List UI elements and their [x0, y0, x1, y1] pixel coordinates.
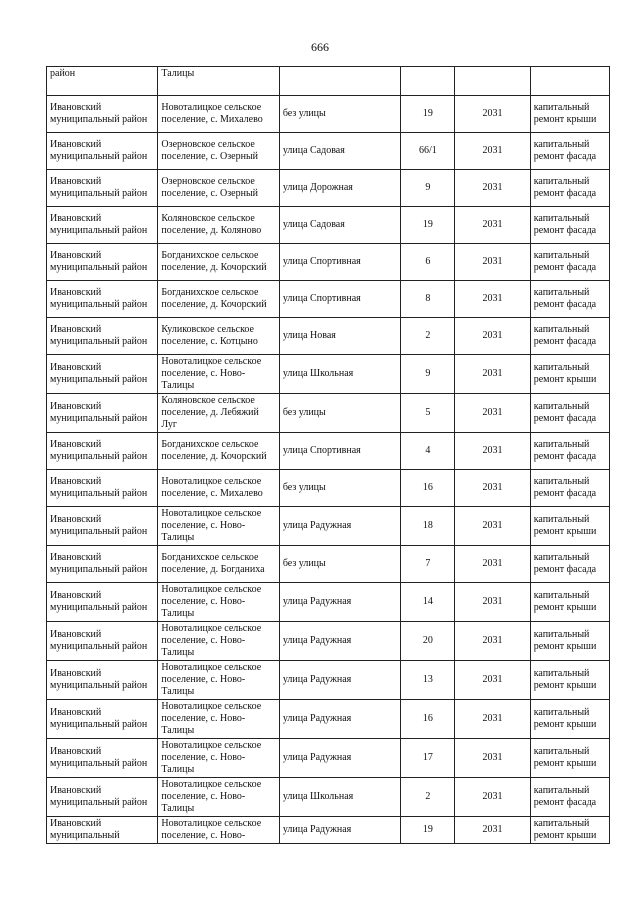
cell-street: улица Радужная — [279, 583, 400, 622]
cell-house-number: 19 — [401, 207, 455, 244]
cell-district: Ивановский муниципальный район — [47, 433, 158, 470]
register-table-body — [47, 67, 610, 844]
table-row — [47, 355, 610, 394]
register-table — [46, 66, 610, 844]
cell-work-type: капитальный ремонт фасада — [530, 433, 609, 470]
cell-work-type: капитальный ремонт фасада — [530, 133, 609, 170]
cell-year: 2031 — [455, 318, 530, 355]
table-row — [47, 778, 610, 817]
table-row — [47, 546, 610, 583]
table-row — [47, 739, 610, 778]
cell-settlement: Новоталицкое сельское поселение, с. Михалево — [158, 96, 279, 133]
cell-work-type: капитальный ремонт крыши — [530, 700, 609, 739]
cell-work-type: капитальный ремонт крыши — [530, 661, 609, 700]
table-row — [47, 281, 610, 318]
cell-work-type: капитальный ремонт фасада — [530, 207, 609, 244]
cell-street: без улицы — [279, 394, 400, 433]
table-row — [47, 622, 610, 661]
cell-street: улица Школьная — [279, 355, 400, 394]
cell-district: Ивановский муниципальный район — [47, 281, 158, 318]
cell-district: Ивановский муниципальный район — [47, 739, 158, 778]
cell-settlement: Новоталицкое сельское поселение, с. Ново-Талицы — [158, 507, 279, 546]
cell-year: 2031 — [455, 700, 530, 739]
cell-house-number: 18 — [401, 507, 455, 546]
table-row — [47, 470, 610, 507]
cell-work-type: капитальный ремонт фасада — [530, 470, 609, 507]
cell-settlement: Новоталицкое сельское поселение, с. Михалево — [158, 470, 279, 507]
cell-year: 2031 — [455, 394, 530, 433]
cell-district: Ивановский муниципальный район — [47, 355, 158, 394]
cell-work-type: капитальный ремонт фасада — [530, 170, 609, 207]
cell-street: улица Радужная — [279, 817, 400, 844]
cell-year: 2031 — [455, 244, 530, 281]
cell-year — [455, 67, 530, 96]
cell-settlement: Новоталицкое сельское поселение, с. Ново-Талицы — [158, 622, 279, 661]
cell-street: улица Садовая — [279, 133, 400, 170]
cell-settlement: Новоталицкое сельское поселение, с. Ново-Талицы — [158, 739, 279, 778]
cell-year: 2031 — [455, 507, 530, 546]
cell-house-number: 20 — [401, 622, 455, 661]
cell-district: Ивановский муниципальный район — [47, 133, 158, 170]
table-row — [47, 817, 610, 844]
cell-settlement: Новоталицкое сельское поселение, с. Ново-Талицы — [158, 355, 279, 394]
cell-year: 2031 — [455, 546, 530, 583]
cell-settlement: Богданихское сельское поселение, д. Кочорский — [158, 433, 279, 470]
cell-street: улица Дорожная — [279, 170, 400, 207]
cell-settlement: Коляновское сельское поселение, д. Лебяжий Луг — [158, 394, 279, 433]
cell-street: без улицы — [279, 470, 400, 507]
cell-work-type: капитальный ремонт крыши — [530, 739, 609, 778]
cell-district: Ивановский муниципальный район — [47, 318, 158, 355]
cell-year: 2031 — [455, 207, 530, 244]
cell-house-number: 16 — [401, 470, 455, 507]
table-row — [47, 244, 610, 281]
table-row — [47, 318, 610, 355]
table-row — [47, 507, 610, 546]
table-row — [47, 700, 610, 739]
cell-work-type: капитальный ремонт фасада — [530, 318, 609, 355]
cell-street: улица Новая — [279, 318, 400, 355]
cell-street: улица Спортивная — [279, 244, 400, 281]
cell-work-type: капитальный ремонт фасада — [530, 394, 609, 433]
table-row — [47, 661, 610, 700]
cell-district: Ивановский муниципальный район — [47, 778, 158, 817]
cell-street: улица Радужная — [279, 507, 400, 546]
cell-year: 2031 — [455, 817, 530, 844]
table-row — [47, 96, 610, 133]
cell-district: Ивановский муниципальный район — [47, 700, 158, 739]
cell-house-number — [401, 67, 455, 96]
cell-house-number: 66/1 — [401, 133, 455, 170]
cell-house-number: 9 — [401, 355, 455, 394]
cell-house-number: 16 — [401, 700, 455, 739]
cell-district: Ивановский муниципальный район — [47, 507, 158, 546]
cell-house-number: 13 — [401, 661, 455, 700]
cell-settlement: Новоталицкое сельское поселение, с. Ново-Талицы — [158, 583, 279, 622]
cell-street — [279, 67, 400, 96]
cell-district: Ивановский муниципальный район — [47, 470, 158, 507]
cell-district: Ивановский муниципальный район — [47, 546, 158, 583]
cell-year: 2031 — [455, 133, 530, 170]
cell-street: улица Радужная — [279, 739, 400, 778]
table-row — [47, 133, 610, 170]
cell-street: улица Садовая — [279, 207, 400, 244]
cell-house-number: 2 — [401, 318, 455, 355]
cell-district: Ивановский муниципальный район — [47, 207, 158, 244]
cell-house-number: 19 — [401, 96, 455, 133]
cell-work-type: капитальный ремонт фасада — [530, 778, 609, 817]
cell-house-number: 6 — [401, 244, 455, 281]
cell-district: Ивановский муниципальный район — [47, 96, 158, 133]
cell-house-number: 2 — [401, 778, 455, 817]
cell-year: 2031 — [455, 470, 530, 507]
cell-street: улица Радужная — [279, 661, 400, 700]
cell-year: 2031 — [455, 778, 530, 817]
cell-house-number: 7 — [401, 546, 455, 583]
cell-year: 2031 — [455, 170, 530, 207]
cell-year: 2031 — [455, 661, 530, 700]
cell-district: Ивановский муниципальный район — [47, 170, 158, 207]
cell-settlement: Новоталицкое сельское поселение, с. Ново-Талицы — [158, 700, 279, 739]
cell-year: 2031 — [455, 355, 530, 394]
cell-district: район — [47, 67, 158, 96]
cell-year: 2031 — [455, 739, 530, 778]
cell-street: без улицы — [279, 546, 400, 583]
cell-house-number: 5 — [401, 394, 455, 433]
cell-house-number: 4 — [401, 433, 455, 470]
cell-street: улица Радужная — [279, 700, 400, 739]
table-row — [47, 170, 610, 207]
cell-settlement: Коляновское сельское поселение, д. Коляново — [158, 207, 279, 244]
cell-district: Ивановский муниципальный район — [47, 661, 158, 700]
cell-house-number: 17 — [401, 739, 455, 778]
table-row — [47, 583, 610, 622]
cell-settlement: Куликовское сельское поселение, с. Котцыно — [158, 318, 279, 355]
cell-district: Ивановский муниципальный — [47, 817, 158, 844]
cell-settlement: Богданихское сельское поселение, д. Кочорский — [158, 281, 279, 318]
cell-work-type: капитальный ремонт крыши — [530, 583, 609, 622]
page-number: 666 — [311, 40, 329, 54]
cell-street: улица Спортивная — [279, 281, 400, 318]
cell-work-type: капитальный ремонт крыши — [530, 817, 609, 844]
table-row — [47, 207, 610, 244]
cell-district: Ивановский муниципальный район — [47, 583, 158, 622]
cell-work-type: капитальный ремонт крыши — [530, 507, 609, 546]
table-row — [47, 394, 610, 433]
cell-settlement: Богданихское сельское поселение, д. Кочорский — [158, 244, 279, 281]
cell-year: 2031 — [455, 583, 530, 622]
cell-street: улица Радужная — [279, 622, 400, 661]
cell-settlement: Новоталицкое сельское поселение, с. Ново-Талицы — [158, 661, 279, 700]
cell-year: 2031 — [455, 96, 530, 133]
cell-year: 2031 — [455, 281, 530, 318]
cell-work-type: капитальный ремонт фасада — [530, 546, 609, 583]
cell-settlement: Озерновское сельское поселение, с. Озерный — [158, 133, 279, 170]
cell-settlement: Новоталицкое сельское поселение, с. Ново- — [158, 817, 279, 844]
cell-street: без улицы — [279, 96, 400, 133]
cell-street: улица Школьная — [279, 778, 400, 817]
cell-settlement: Богданихское сельское поселение, д. Богданиха — [158, 546, 279, 583]
cell-house-number: 8 — [401, 281, 455, 318]
cell-work-type: капитальный ремонт крыши — [530, 622, 609, 661]
cell-work-type — [530, 67, 609, 96]
cell-work-type: капитальный ремонт крыши — [530, 355, 609, 394]
cell-house-number: 14 — [401, 583, 455, 622]
cell-house-number: 19 — [401, 817, 455, 844]
cell-district: Ивановский муниципальный район — [47, 394, 158, 433]
cell-settlement: Талицы — [158, 67, 279, 96]
cell-settlement: Озерновское сельское поселение, с. Озерный — [158, 170, 279, 207]
cell-year: 2031 — [455, 433, 530, 470]
cell-street: улица Спортивная — [279, 433, 400, 470]
cell-work-type: капитальный ремонт фасада — [530, 244, 609, 281]
cell-year: 2031 — [455, 622, 530, 661]
table-row-continuation — [47, 67, 610, 96]
cell-house-number: 9 — [401, 170, 455, 207]
cell-settlement: Новоталицкое сельское поселение, с. Ново-Талицы — [158, 778, 279, 817]
table-row — [47, 433, 610, 470]
cell-work-type: капитальный ремонт фасада — [530, 281, 609, 318]
cell-district: Ивановский муниципальный район — [47, 622, 158, 661]
cell-district: Ивановский муниципальный район — [47, 244, 158, 281]
cell-work-type: капитальный ремонт крыши — [530, 96, 609, 133]
